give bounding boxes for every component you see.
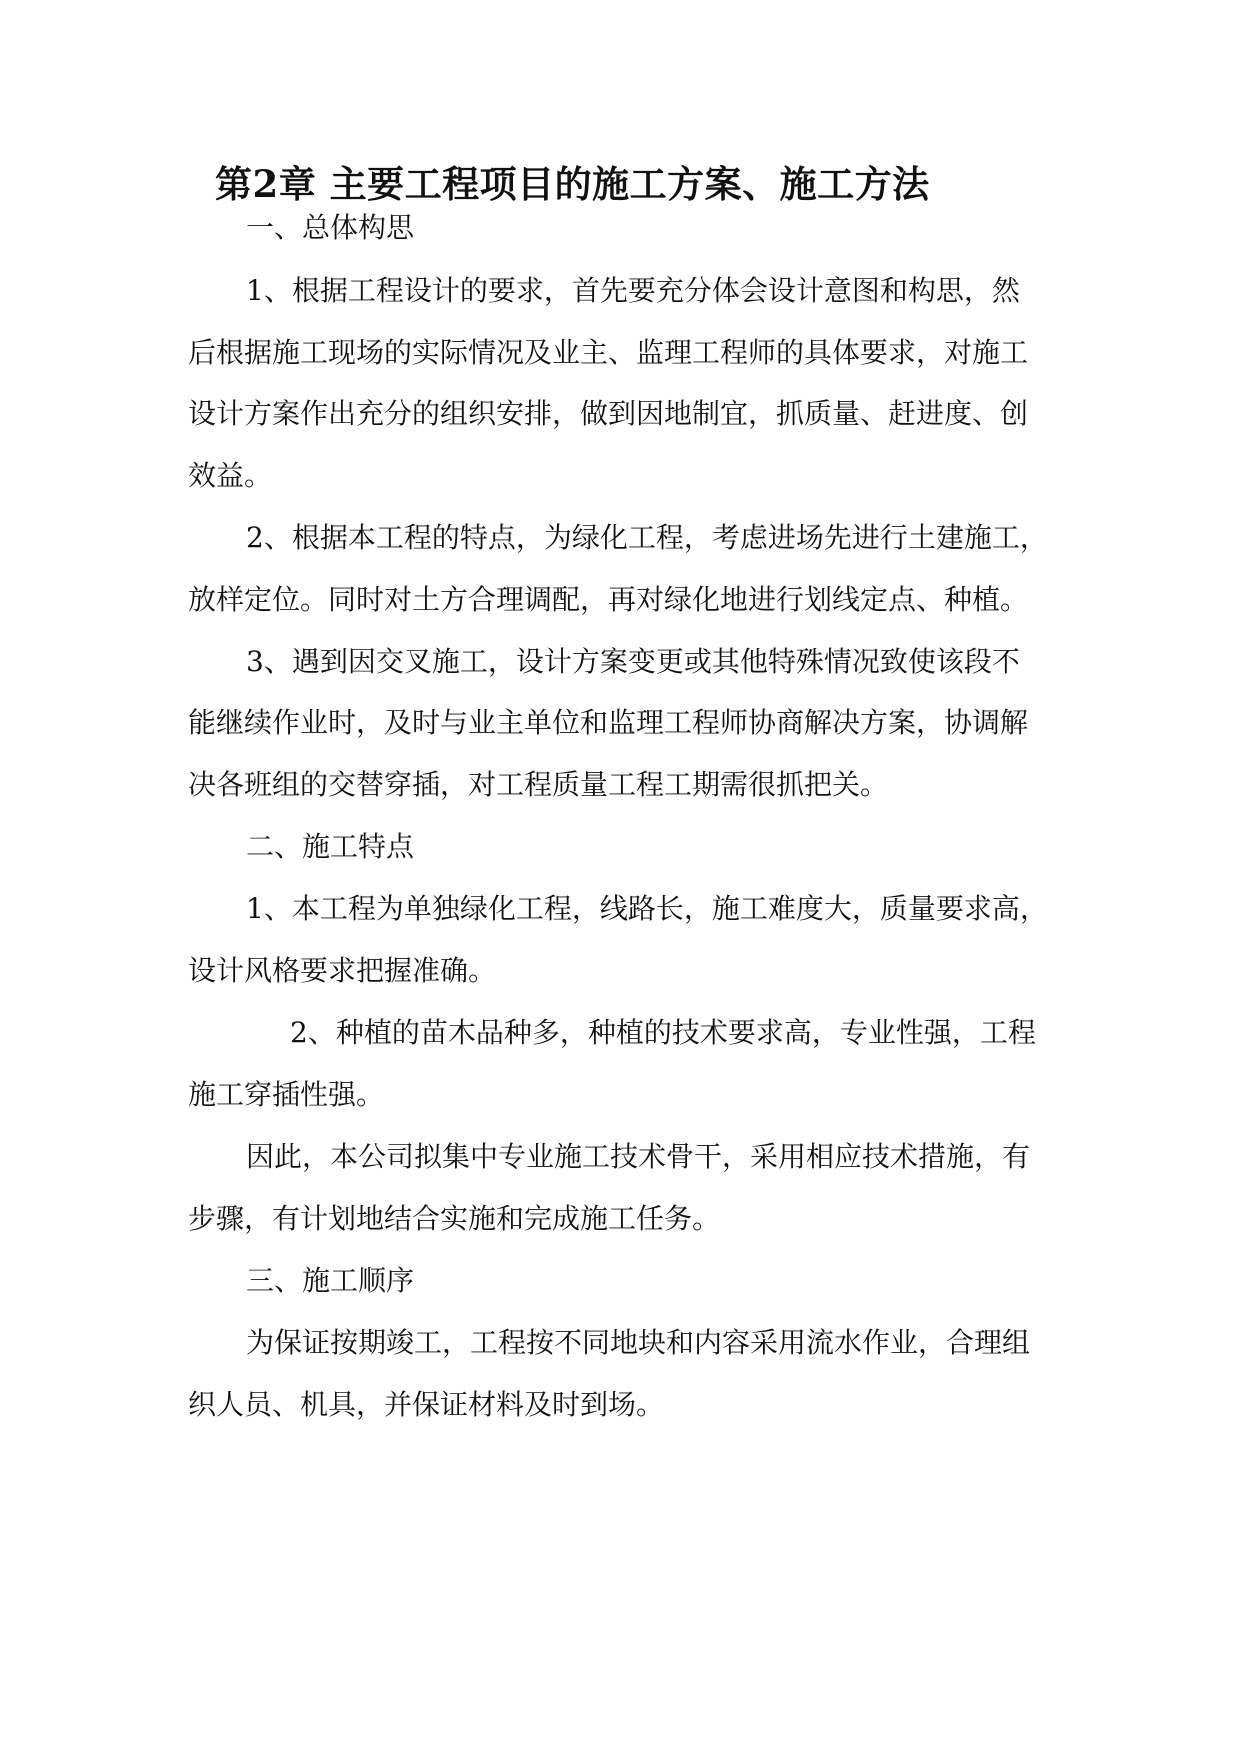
text-line: 1、根据工程设计的要求，首先要充分体会设计意图和构思，然 xyxy=(246,274,1020,307)
text-line: 能继续作业时，及时与业主单位和监理工程师协商解决方案，协调解 xyxy=(188,706,1029,739)
text-line: 2、根据本工程的特点，为绿化工程，考虑进场先进行土建施工， xyxy=(246,521,1048,554)
section-heading-construction-features: 二、施工特点 xyxy=(246,830,415,863)
text-line: 设计风格要求把握准确。 xyxy=(188,954,497,987)
text-line: 步骤，有计划地结合实施和完成施工任务。 xyxy=(188,1202,721,1235)
text-line: 施工穿插性强。 xyxy=(188,1078,385,1111)
text-line: 因此，本公司拟集中专业施工技术骨干，采用相应技术措施，有 xyxy=(246,1140,1031,1173)
text-line: 设计方案作出充分的组织安排，做到因地制宜，抓质量、赶进度、创 xyxy=(188,397,1029,430)
text-line: 效益。 xyxy=(188,459,273,492)
chapter-title: 第2章 主要工程项目的施工方案、施工方法 xyxy=(215,162,930,206)
text-line: 2、种植的苗木品种多，种植的技术要求高，专业性强，工程 xyxy=(290,1016,1036,1049)
text-line: 决各班组的交替穿插，对工程质量工程工期需很抓把关。 xyxy=(188,768,889,801)
section-heading-construction-sequence: 三、施工顺序 xyxy=(246,1264,415,1297)
text-line: 织人员、机具，并保证材料及时到场。 xyxy=(188,1388,665,1421)
section-heading-overall-concept: 一、总体构思 xyxy=(246,211,415,244)
text-line: 3、遇到因交叉施工，设计方案变更或其他特殊情况致使该段不 xyxy=(246,645,1020,678)
text-line: 放样定位。同时对土方合理调配，再对绿化地进行划线定点、种植。 xyxy=(188,583,1029,616)
text-line: 后根据施工现场的实际情况及业主、监理工程师的具体要求，对施工 xyxy=(188,336,1029,369)
text-line: 1、本工程为单独绿化工程，线路长，施工难度大，质量要求高， xyxy=(246,892,1048,925)
text-line: 为保证按期竣工，工程按不同地块和内容采用流水作业，合理组 xyxy=(246,1326,1031,1359)
